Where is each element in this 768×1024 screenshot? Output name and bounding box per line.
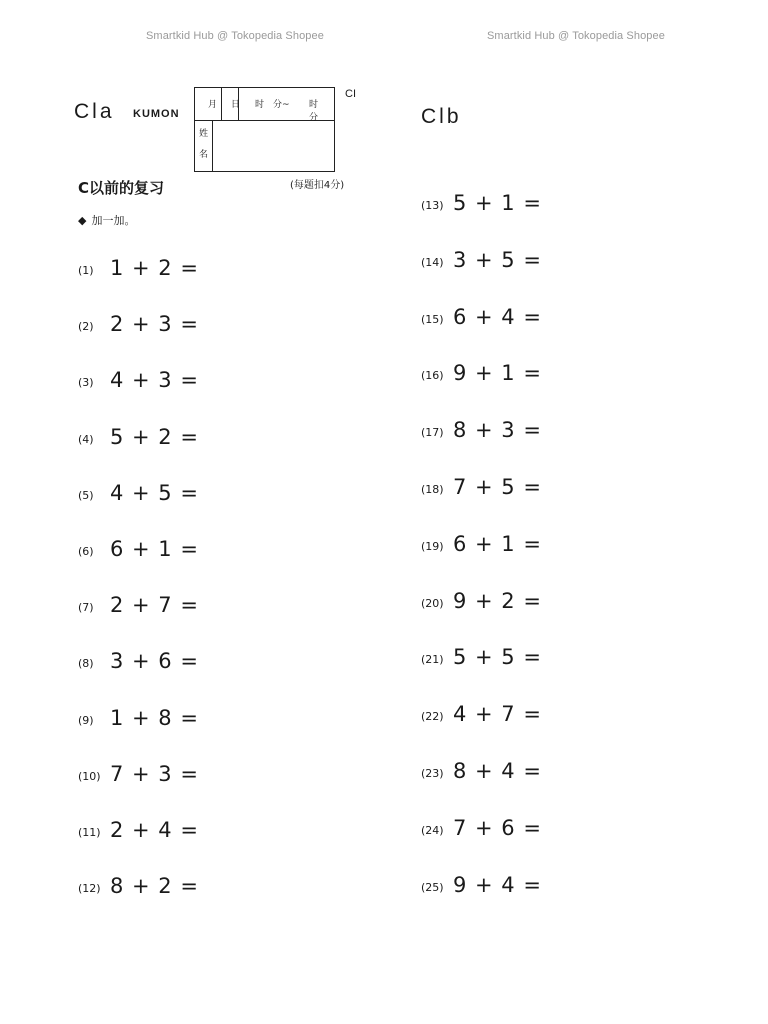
divider (238, 88, 239, 120)
start-time-label: 时 分~ (255, 100, 290, 110)
problem-number: (5) (78, 488, 94, 502)
problem-number: (9) (78, 713, 94, 727)
problem-expression: 4 + 5 = (110, 480, 199, 505)
problem-number: (19) (421, 539, 444, 553)
problem-number: (4) (78, 432, 94, 446)
problem-number: (3) (78, 376, 94, 390)
problem-number: (6) (78, 545, 94, 558)
problem-expression: 4 + 3 = (110, 368, 199, 393)
problem-expression: 7 + 5 = (453, 475, 542, 499)
problem-number: (13) (421, 199, 444, 212)
problem-expression: 5 + 1 = (453, 191, 542, 215)
problem-expression: 8 + 2 = (110, 874, 199, 899)
problem-expression: 7 + 3 = (110, 761, 199, 786)
watermark-left: Smartkid Hub @ Tokopedia Shopee (146, 30, 324, 42)
problem-number: (20) (421, 596, 444, 610)
problem-expression: 1 + 2 = (110, 256, 199, 280)
diamond-bullet-icon: ◆ (78, 214, 87, 227)
problem-number: (10) (78, 769, 101, 783)
problem-expression: 9 + 4 = (453, 872, 542, 897)
problem-expression: 2 + 3 = (110, 312, 199, 337)
sheet-title-left: Cla (74, 100, 115, 123)
divider (221, 88, 222, 120)
watermark-right: Smartkid Hub @ Tokopedia Shopee (487, 30, 665, 42)
section-title: C以前的复习 (78, 179, 165, 197)
end-time-label: 时 分 (309, 100, 328, 123)
problem-number: (1) (78, 264, 94, 277)
day-label: 日 (231, 100, 241, 110)
name-label-1: 姓 (199, 129, 209, 139)
problem-number: (18) (421, 483, 444, 496)
month-label: 月 (208, 100, 218, 110)
problem-number: (8) (78, 657, 94, 671)
level-code: CI (345, 88, 356, 100)
problem-number: (2) (78, 320, 94, 334)
problem-expression: 5 + 2 = (110, 424, 199, 449)
problem-number: (7) (78, 601, 94, 615)
problem-number: (12) (78, 882, 101, 896)
problem-expression: 8 + 3 = (453, 418, 542, 443)
problem-number: (11) (78, 826, 101, 839)
problem-expression: 8 + 4 = (453, 759, 542, 783)
brand-logo: KUMON (133, 108, 180, 120)
problem-expression: 2 + 4 = (110, 818, 199, 842)
problem-expression: 6 + 1 = (110, 537, 199, 561)
problem-number: (16) (421, 369, 444, 383)
problem-number: (21) (421, 653, 444, 667)
problem-expression: 3 + 6 = (110, 649, 199, 674)
problem-number: (14) (421, 255, 444, 269)
score-note: (每题扣4分) (290, 180, 345, 191)
problem-expression: 2 + 7 = (110, 593, 199, 618)
problem-number: (24) (421, 823, 444, 837)
problem-number: (17) (421, 426, 444, 440)
date-time-row (195, 88, 334, 121)
problem-number: (23) (421, 767, 444, 780)
problem-expression: 9 + 2 = (453, 588, 542, 613)
name-label-column (195, 120, 213, 171)
problem-expression: 1 + 8 = (110, 705, 199, 730)
problem-expression: 6 + 1 = (453, 531, 542, 556)
sheet-title-right: Clb (421, 105, 462, 128)
header-info-box (194, 87, 335, 172)
problem-expression: 5 + 5 = (453, 645, 542, 670)
problem-number: (15) (421, 312, 444, 326)
name-label-2: 名 (199, 150, 209, 160)
problem-expression: 9 + 1 = (453, 361, 542, 386)
problem-number: (22) (421, 710, 444, 724)
problem-expression: 4 + 7 = (453, 702, 542, 727)
problem-expression: 3 + 5 = (453, 247, 542, 272)
instruction-text: 加一加。 (91, 214, 136, 227)
problem-expression: 6 + 4 = (453, 304, 542, 329)
problem-expression: 7 + 6 = (453, 815, 542, 840)
instruction (78, 212, 135, 228)
problem-number: (25) (421, 880, 444, 894)
